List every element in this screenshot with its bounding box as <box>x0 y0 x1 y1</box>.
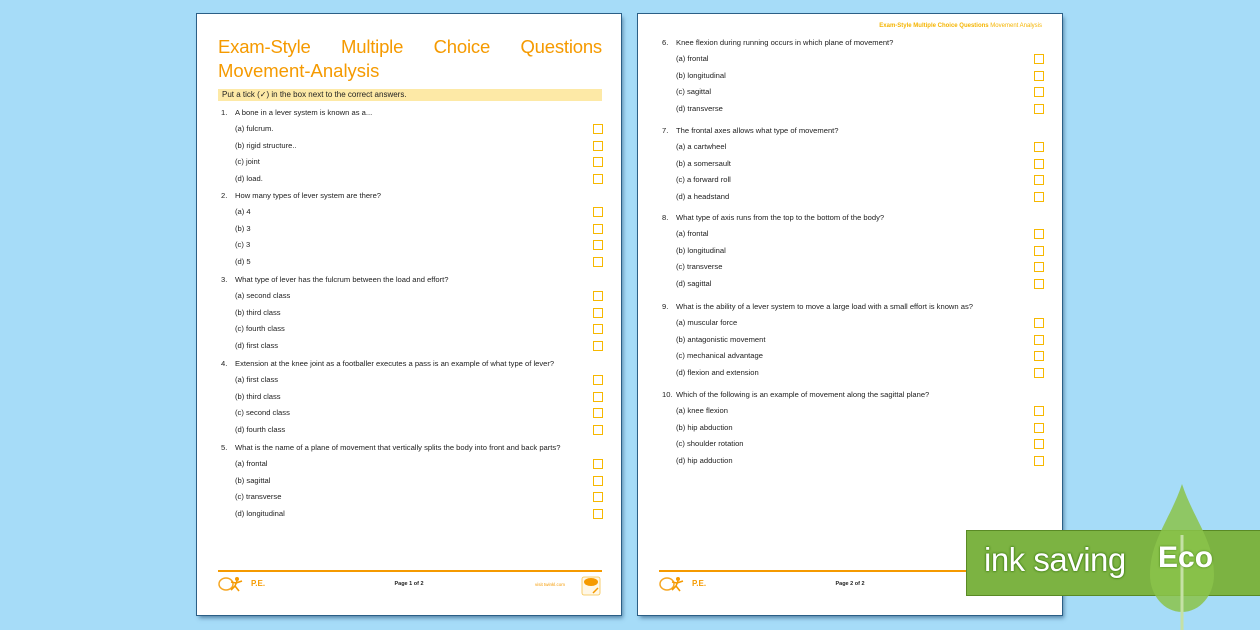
option-label: (c) sagittal <box>676 87 712 96</box>
answer-option <box>221 489 603 506</box>
footer-divider <box>218 570 602 572</box>
question-text: The frontal axes allows what type of movement? <box>676 126 839 135</box>
worksheet-subtitle: Movement-Analysis <box>218 60 380 81</box>
worksheet-title <box>218 36 602 58</box>
answer-checkbox[interactable] <box>593 375 603 385</box>
answer-checkbox[interactable] <box>1034 423 1044 433</box>
question-3 <box>221 272 603 354</box>
option-label: (a) frontal <box>235 459 268 468</box>
worksheet-page-1 <box>197 14 621 615</box>
answer-checkbox[interactable] <box>593 476 603 486</box>
question-number: 7. <box>662 126 669 135</box>
answer-checkbox[interactable] <box>593 324 603 334</box>
option-label: (b) a somersault <box>676 158 731 168</box>
option-label: (c) transverse <box>676 262 723 271</box>
answer-checkbox[interactable] <box>1034 368 1044 378</box>
option-label: (a) a cartwheel <box>676 142 727 151</box>
answer-option <box>662 436 1044 453</box>
question-number: 2. <box>221 191 228 200</box>
answer-checkbox[interactable] <box>1034 71 1044 81</box>
question-number: 4. <box>221 359 228 368</box>
question-10 <box>662 387 1044 469</box>
option-label: (b) longitudinal <box>676 70 726 80</box>
answer-checkbox[interactable] <box>1034 229 1044 239</box>
question-number: 6. <box>662 38 669 47</box>
worksheet-page-2 <box>638 14 1062 615</box>
answer-option <box>662 189 1044 206</box>
option-label: (a) second class <box>235 291 291 300</box>
answer-option <box>221 389 603 406</box>
answer-checkbox[interactable] <box>1034 246 1044 256</box>
option-label: (d) hip adduction <box>676 455 733 465</box>
question-number: 1. <box>221 108 228 117</box>
running-header <box>879 23 1042 29</box>
option-label: (c) shoulder rotation <box>676 439 744 448</box>
answer-option <box>662 156 1044 173</box>
option-label: (d) fourth class <box>235 424 286 434</box>
answer-checkbox[interactable] <box>593 459 603 469</box>
answer-checkbox[interactable] <box>1034 318 1044 328</box>
option-label: (d) sagittal <box>676 278 712 288</box>
option-label: (d) 5 <box>235 256 251 266</box>
answer-checkbox[interactable] <box>593 408 603 418</box>
answer-option <box>221 288 603 305</box>
question-text: What is the name of a plane of movement that vertically splits the body into front and back parts? <box>235 443 561 452</box>
option-label: (a) frontal <box>676 229 709 238</box>
option-label: (d) longitudinal <box>235 508 285 518</box>
question-number: 8. <box>662 213 669 222</box>
answer-checkbox[interactable] <box>1034 175 1044 185</box>
answer-checkbox[interactable] <box>593 257 603 267</box>
answer-checkbox[interactable] <box>1034 335 1044 345</box>
option-label: (a) muscular force <box>676 318 738 327</box>
answer-option <box>662 348 1044 365</box>
answer-option <box>221 372 603 389</box>
option-label: (b) 3 <box>235 223 251 233</box>
answer-checkbox[interactable] <box>593 341 603 351</box>
title-word: Choice <box>433 36 491 57</box>
answer-option <box>221 254 603 271</box>
option-label: (b) sagittal <box>235 475 271 485</box>
option-label: (c) fourth class <box>235 324 285 333</box>
answer-checkbox[interactable] <box>1034 142 1044 152</box>
answer-checkbox[interactable] <box>1034 279 1044 289</box>
ink-saving-label: ink saving <box>984 541 1126 578</box>
answer-option <box>662 365 1044 382</box>
footer-subject: P.E. <box>692 579 707 588</box>
footer-website-link[interactable]: visit twinkl.com <box>535 582 566 587</box>
answer-option <box>221 221 603 238</box>
answer-option <box>221 138 603 155</box>
answer-option <box>662 420 1044 437</box>
answer-option <box>662 259 1044 276</box>
question-text: What is the ability of a lever system to move a large load with a small effort is known as? <box>676 302 973 311</box>
title-word: Multiple <box>341 36 404 57</box>
option-label: (b) hip abduction <box>676 422 733 432</box>
answer-option <box>662 139 1044 156</box>
answer-checkbox[interactable] <box>593 224 603 234</box>
answer-checkbox[interactable] <box>1034 159 1044 169</box>
answer-checkbox[interactable] <box>593 392 603 402</box>
answer-option <box>221 506 603 523</box>
question-2 <box>221 188 603 270</box>
option-label: (a) fulcrum. <box>235 124 274 133</box>
option-label: (a) first class <box>235 375 279 384</box>
eco-label: Eco <box>1158 541 1214 574</box>
answer-option <box>221 473 603 490</box>
question-number: 3. <box>221 275 228 284</box>
question-5 <box>221 440 603 522</box>
question-number: 10. <box>662 390 673 399</box>
question-7 <box>662 123 1044 205</box>
answer-checkbox[interactable] <box>593 492 603 502</box>
question-text: What type of axis runs from the top to the bottom of the body? <box>676 213 885 222</box>
answer-option <box>221 422 603 439</box>
answer-checkbox[interactable] <box>593 308 603 318</box>
question-text: How many types of lever system are there? <box>235 191 382 200</box>
answer-checkbox[interactable] <box>1034 406 1044 416</box>
option-label: (b) longitudinal <box>676 245 726 255</box>
answer-option <box>221 338 603 355</box>
page-number: Page 2 of 2 <box>835 581 865 587</box>
answer-checkbox[interactable] <box>593 157 603 167</box>
answer-checkbox[interactable] <box>593 291 603 301</box>
question-6 <box>662 35 1044 117</box>
question-text: A bone in a lever system is known as a... <box>235 108 373 117</box>
option-label: (c) 3 <box>235 240 251 249</box>
question-number: 9. <box>662 302 669 311</box>
answer-option <box>662 243 1044 260</box>
question-text: Extension at the knee joint as a footballer executes a pass is an example of what type of lever? <box>235 359 555 368</box>
answer-checkbox[interactable] <box>593 141 603 151</box>
answer-option <box>662 403 1044 420</box>
option-label: (d) first class <box>235 340 279 350</box>
option-label: (d) transverse <box>676 103 723 113</box>
question-4 <box>221 356 603 438</box>
option-label: (a) knee flexion <box>676 406 728 415</box>
answer-option <box>662 172 1044 189</box>
option-label: (c) second class <box>235 408 290 417</box>
answer-option <box>662 332 1044 349</box>
answer-checkbox[interactable] <box>1034 87 1044 97</box>
answer-checkbox[interactable] <box>593 240 603 250</box>
option-label: (d) load. <box>235 173 263 183</box>
answer-option <box>662 276 1044 293</box>
answer-option <box>662 315 1044 332</box>
option-label: (b) antagonistic movement <box>676 334 766 344</box>
question-text: Knee flexion during running occurs in which plane of movement? <box>676 38 894 47</box>
answer-option <box>221 237 603 254</box>
answer-option <box>662 51 1044 68</box>
answer-checkbox[interactable] <box>593 124 603 134</box>
answer-checkbox[interactable] <box>1034 351 1044 361</box>
question-number: 5. <box>221 443 228 452</box>
answer-option <box>221 305 603 322</box>
answer-checkbox[interactable] <box>1034 104 1044 114</box>
answer-checkbox[interactable] <box>1034 439 1044 449</box>
option-label: (c) joint <box>235 157 260 166</box>
answer-option <box>662 226 1044 243</box>
answer-option <box>221 321 603 338</box>
answer-checkbox[interactable] <box>593 207 603 217</box>
footer-subject: P.E. <box>251 579 266 588</box>
answer-option <box>221 204 603 221</box>
answer-option <box>662 84 1044 101</box>
option-label: (a) frontal <box>676 54 709 63</box>
instruction-banner: Put a tick (✓) in the box next to the correct answers. <box>218 89 602 101</box>
answer-checkbox[interactable] <box>593 174 603 184</box>
answer-option <box>662 453 1044 470</box>
question-text: Which of the following is an example of movement along the sagittal plane? <box>676 390 930 399</box>
question-1 <box>221 105 603 187</box>
option-label: (b) rigid structure.. <box>235 140 297 150</box>
answer-option <box>662 68 1044 85</box>
option-label: (a) 4 <box>235 207 251 216</box>
option-label: (c) mechanical advantage <box>676 351 763 360</box>
question-8 <box>662 210 1044 292</box>
answer-checkbox[interactable] <box>593 509 603 519</box>
question-9 <box>662 299 1044 381</box>
title-word: Exam-Style <box>218 36 311 57</box>
option-label: (d) a headstand <box>676 191 730 201</box>
twinkl-badge-icon <box>580 575 602 597</box>
answer-checkbox[interactable] <box>1034 54 1044 64</box>
answer-option <box>221 456 603 473</box>
running-header-subtitle: Movement Analysis <box>988 23 1042 29</box>
answer-checkbox[interactable] <box>1034 262 1044 272</box>
answer-option <box>221 405 603 422</box>
answer-option <box>221 121 603 138</box>
page-number: Page 1 of 2 <box>394 581 424 587</box>
running-header-title: Exam-Style Multiple Choice Questions <box>879 23 989 29</box>
option-label: (b) third class <box>235 391 281 401</box>
answer-option <box>221 171 603 188</box>
option-label: (b) third class <box>235 307 281 317</box>
question-text: What type of lever has the fulcrum between the load and effort? <box>235 275 449 284</box>
answer-option <box>662 101 1044 118</box>
option-label: (d) flexion and extension <box>676 367 759 377</box>
answer-checkbox[interactable] <box>593 425 603 435</box>
answer-checkbox[interactable] <box>1034 456 1044 466</box>
option-label: (c) a forward roll <box>676 175 731 184</box>
answer-option <box>221 154 603 171</box>
option-label: (c) transverse <box>235 492 282 501</box>
title-word: Questions <box>520 36 602 57</box>
answer-checkbox[interactable] <box>1034 192 1044 202</box>
